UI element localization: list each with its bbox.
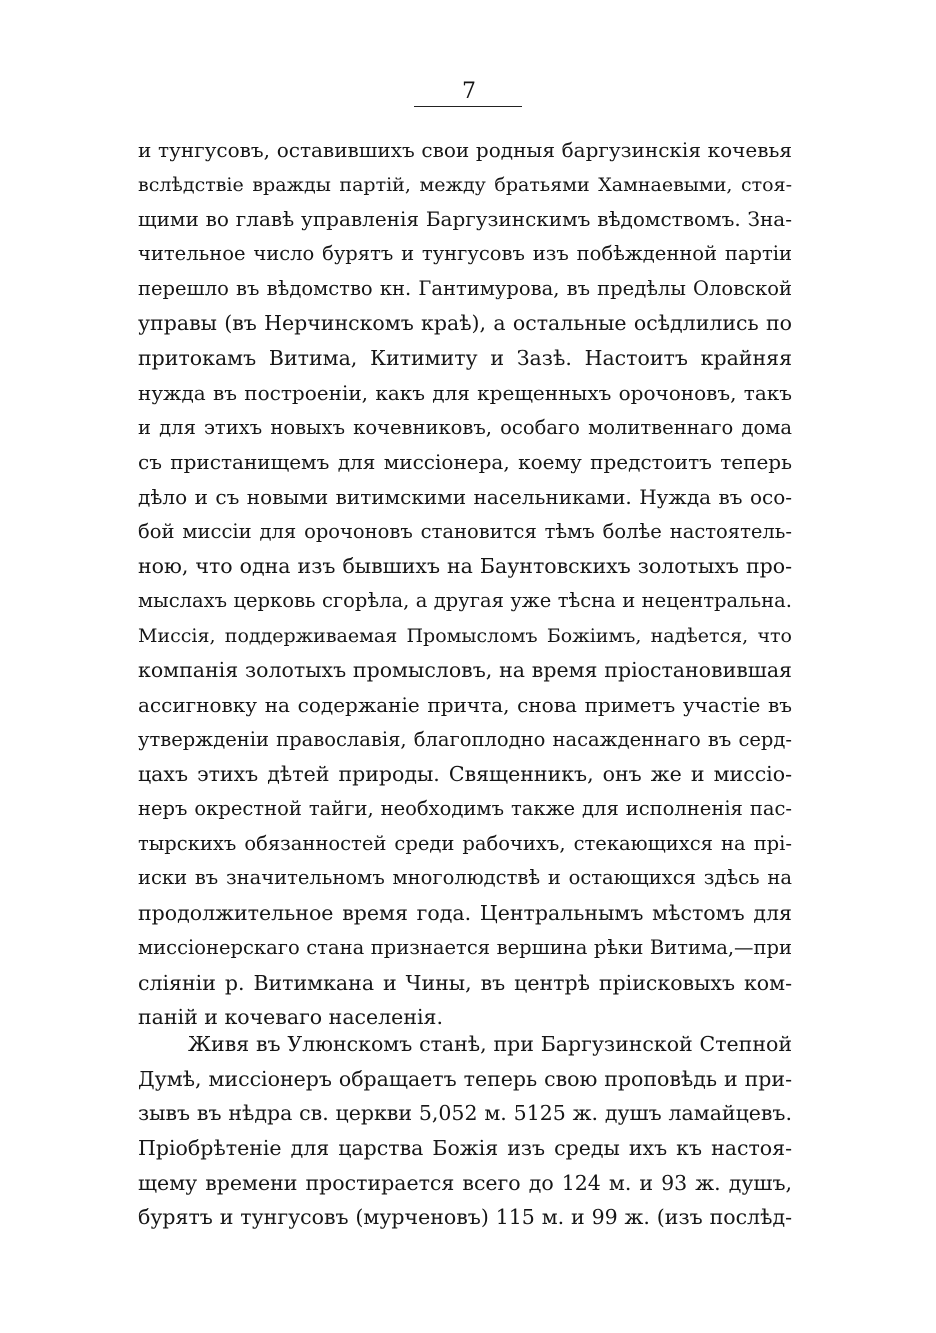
text-line: зывъ въ нѣдра св. церкви 5,052 м. 5125 ж. душъ ламайцевъ. (138, 1101, 792, 1126)
text-line: цахъ этихъ дѣтей природы. Священникъ, онъ же и миссіо- (138, 762, 792, 787)
text-line: утвержденіи православія, благоплодно насажденнаго въ серд- (138, 727, 792, 751)
text-line: Пріобрѣтеніе для царства Божія изъ среды ихъ къ настоя- (138, 1136, 792, 1161)
text-line: иски въ значительномъ многолюдствѣ и остающихся здѣсь на (138, 866, 792, 890)
text-line: Думѣ, миссіонеръ обращаетъ теперь свою проповѣдь и при- (138, 1066, 792, 1091)
text-line: чительное число бурятъ и тунгусовъ изъ побѣжденной партіи (138, 242, 792, 266)
text-line: съ пристанищемъ для миссіонера, коему предстоитъ теперь (138, 450, 792, 475)
paragraph-2 (138, 1027, 792, 1235)
text-line: перешло въ вѣдомство кн. Гантимурова, въ предѣлы Оловской (138, 276, 792, 300)
text-line: щими во главѣ управленія Баргузинскимъ вѣдомствомъ. Зна- (138, 207, 792, 232)
text-line: Миссія, поддерживаемая Промысломъ Божіимъ, надѣется, что (138, 624, 792, 647)
text-line: управы (въ Нерчинскомъ краѣ), а остальные осѣдлились по (138, 311, 792, 336)
text-line: бой миссіи для орочоновъ становится тѣмъ болѣе настоятель- (138, 519, 792, 543)
text-line: тырскихъ обязанностей среди рабочихъ, стекающихся на прі- (138, 831, 792, 855)
text-line: неръ окрестной тайги, необходимъ также для исполненія пас- (138, 797, 792, 821)
header-rule (414, 106, 522, 107)
text-line: и для этихъ новыхъ кочевниковъ, особаго молитвеннаго дома (138, 415, 792, 439)
text-line: ною, что одна изъ бывшихъ на Баунтовскихъ золотыхъ про- (138, 554, 792, 579)
text-line: бурятъ и тунгусовъ (мурченовъ) 115 м. и 99 ж. (изъ послѣд- (138, 1205, 792, 1230)
text-line: вслѣдствіе вражды партій, между братьями Хамнаевыми, стоя- (138, 173, 792, 196)
text-line: паній и кочеваго населенія. (138, 1005, 443, 1030)
text-line: продолжительное время года. Центральнымъ мѣстомъ для (138, 901, 792, 926)
text-line: Живя въ Улюнскомъ станѣ, при Баргузинской Степной (188, 1032, 792, 1056)
page-number: 7 (462, 79, 476, 104)
text-line: сліяніи р. Витимкана и Чины, въ центрѣ пріисковыхъ ком- (138, 970, 792, 995)
text-line: ассигновку на содержаніе причта, снова приметъ участіе въ (138, 693, 792, 717)
text-line: и тунгусовъ, оставившихъ свои родныя баргузинскія кочевья (138, 138, 792, 162)
paragraph-1 (138, 133, 792, 1035)
text-line: миссіонерскаго стана признается вершина рѣки Витима,—при (138, 935, 792, 959)
text-line: мыслахъ церковь сгорѣла, а другая уже тѣсна и нецентральна. (138, 588, 792, 612)
text-line: нужда въ построеніи, какъ для крещенныхъ орочоновъ, такъ (138, 380, 792, 405)
text-line: притокамъ Витима, Китимиту и Зазѣ. Настоитъ крайняя (138, 346, 792, 371)
text-line: компанія золотыхъ промысловъ, на время пріостановившая (138, 658, 792, 683)
text-line: дѣло и съ новыми витимскими насельниками. Нужда въ осо- (138, 484, 792, 509)
text-line: щему времени простирается всего до 124 м. и 93 ж. душъ, (138, 1170, 792, 1195)
